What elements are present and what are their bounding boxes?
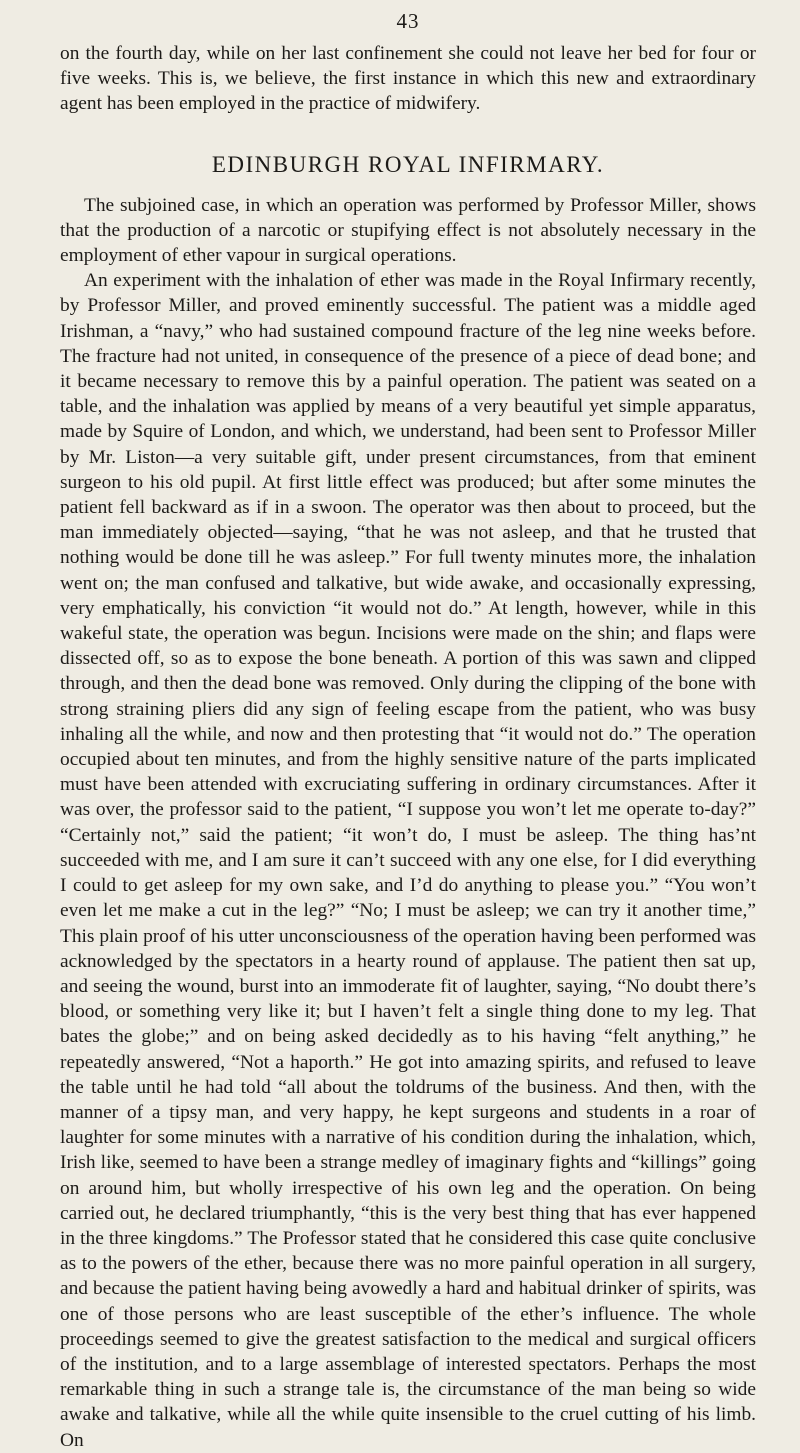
page-number: 43 bbox=[396, 9, 420, 33]
body-paragraph-1: The subjoined case, in which an operation was performed by Professor Miller, shows that the production of a narcotic or stupifying effect is not absolutely necessary in the employment of ether vapour in surgical operations. bbox=[60, 194, 756, 267]
section-heading: EDINBURGH ROYAL INFIRMARY. bbox=[211, 151, 605, 177]
intro-paragraph: on the fourth day, while on her last confinement she could not leave her bed for four or five weeks. This is, we believe, the first instance in which this new and extraordinary agent has been employed in the practice of midwifery. bbox=[60, 43, 756, 115]
body-paragraph-2: An experiment with the inhalation of ether was made in the Royal Infirmary recently, by Professor Miller, and proved eminently successful. The patient was a middle aged Irishman, a “navy,” who had sustained compound fracture of the leg nine weeks before. The fracture had not united, in consequence of the presence of a piece of dead bone; and it became necessary to remove this by a painful operation. The patient was seated on a table, and the inhalation was applied by means of a very beautiful yet simple apparatus, made by Squire of London, and which, we understand, had been sent to Professor Miller by Mr. Liston—a very suitable gift, under present circumstances, from that eminent surgeon to his old pupil. At first little effect was produced; but after some minutes the patient fell backward as if in a swoon. The operator was then about to proceed, but the man immediately objected—saying, “that he was not asleep, and that he trusted that nothing would be done till he was asleep.” For full twenty minutes more, the inhalation went on; the man confused and talkative, but wide awake, and occasionally expressing, very emphatically, his conviction “it would not do.” At length, however, while in this wakeful state, the operation was begun. Incisions were made on the shin; and flaps were dissected off, so as to expose the bone beneath. A portion of this was sawn and clipped through, and then the dead bone was removed. Only during the clipping of the bone with strong straining pliers did any sign of feeling escape from the patient, who was busy inhaling all the while, and now and then protesting that “it would not do.” The operation occupied about ten minutes, and from the highly sensitive nature of the parts implicated must have been attended with excruciating suffering in ordinary circumstances. After it was over, the professor said to the patient, “I suppose you won’t let me operate to-day?” “Certainly not,” said the patient; “it won’t do, I must be asleep. The thing has’nt succeeded with me, and I am sure it can’t succeed with any one else, for I did everything I could to get asleep for my own sake, and I’d do anything to please you.” “You won’t even let me make a cut in the leg?” “No; I must be asleep; we can try it another time,” This plain proof of his utter unconsciousness of the operation having been performed was acknowledged by the spectators in a hearty round of applause. The patient then sat up, and seeing the wound, burst into an immoderate fit of laughter, saying, “No doubt there’s blood, or something very like it; but I haven’t felt a single thing done to my leg. That bates the globe;” and on being asked decidedly as to his having “felt anything,” he repeatedly answered, “Not a haporth.” He got into amazing spirits, and refused to leave the table until he had told “all about the toldrums of the business. And then, with the manner of a tipsy man, and very happy, he kept surgeons and students in a roar of laughter for some minutes with a narrative of his condition during the inhalation, which, Irish like, seemed to have been a strange medley of imaginary fights and “killings” going on around him, but wholly irrespective of his own leg and the operation. On being carried out, he declared triumphantly, “this is the very best thing that has ever happened in the three kingdoms.” The Professor stated that he considered this case quite conclusive as to the powers of the ether, because there was no more painful operation in all surgery, and because the patient having being avowedly a hard and habitual drinker of spirits, was one of those persons who are least susceptible of the ether’s influence. The whole proceedings seemed to give the greatest satisfaction to the medical and surgical officers of the institution, and to a large assemblage of interested spectators. Perhaps the most remarkable thing in such a strange tale is, the circumstance of the man being so wide awake and talkative, while all the while quite insensible to the cruel cutting of his limb. On bbox=[60, 270, 756, 1451]
